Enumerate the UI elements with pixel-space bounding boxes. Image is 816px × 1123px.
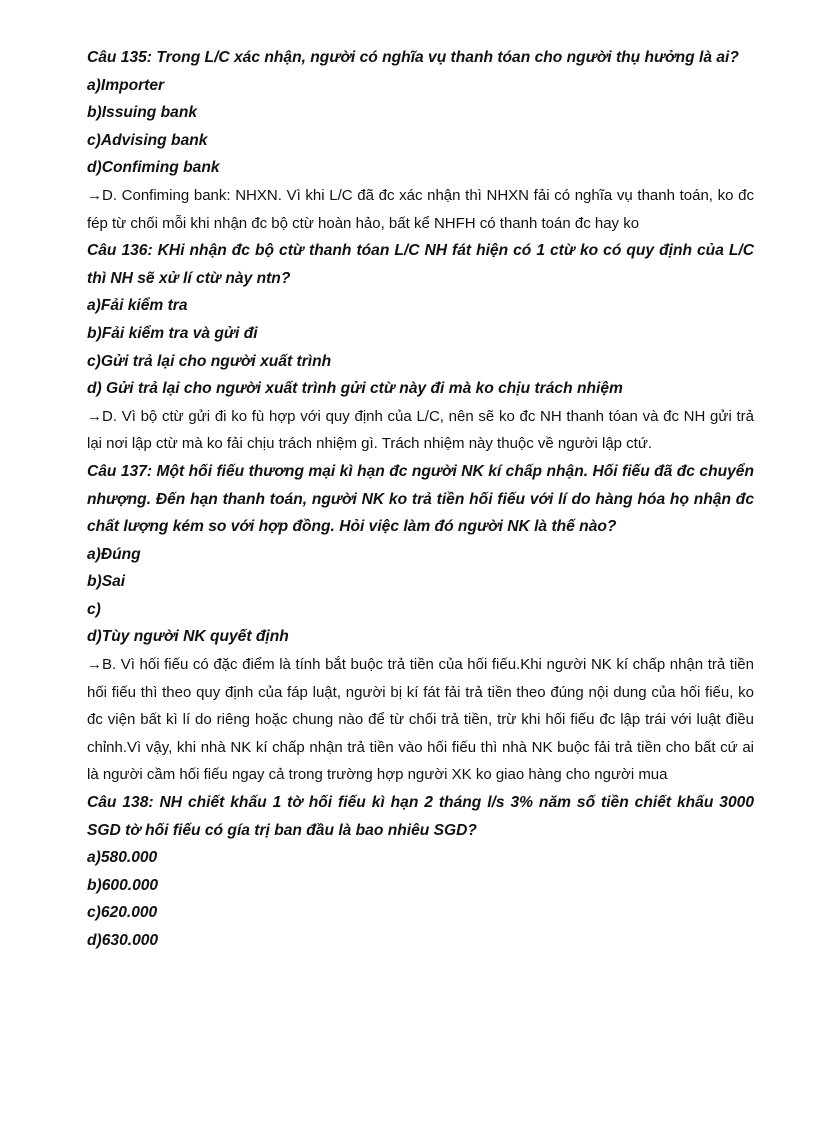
option-b: b)Issuing bank: [87, 104, 198, 122]
option-b: b)Sai: [87, 573, 126, 591]
option-a: a)Importer: [87, 76, 165, 94]
option-d: d)Tùy người NK quyết định: [87, 628, 289, 646]
option-d: d)630.000: [87, 932, 159, 949]
question-136: [87, 237, 754, 458]
option-c: c)Gửi trả lại cho người xuất trình: [87, 352, 332, 370]
document-page: [87, 44, 754, 955]
option-b: b)600.000: [87, 876, 159, 894]
answer-explanation: [87, 651, 754, 789]
question-title: Câu 138: NH chiết khấu 1 tờ hối fiếu kì hạn 2 tháng l/s 3% năm số tiền chiết khấu 3000 SGD tờ hối fiếu có gía trị ban đầu là bao nhiêu SGD?: [87, 794, 754, 839]
question-138: [87, 789, 754, 955]
arrow-icon: →: [87, 656, 102, 674]
question-137: [87, 458, 754, 789]
option-c: c): [87, 600, 101, 618]
answer-text: D. Confiming bank: NHXN. Vì khi L/C đã đc xác nhận thì NHXN fải có nghĩa vụ thanh toán, ko đc fép từ chối mỗi khi nhận đc bộ ctừ hoàn hảo, bất kể NHFH có thanh toán đc hay ko: [87, 186, 754, 232]
option-d: d)Confiming bank: [87, 159, 220, 177]
option-a: a)Đúng: [87, 545, 141, 563]
answer-explanation: [87, 182, 754, 237]
arrow-icon: →: [87, 407, 102, 425]
answer-text: B. Vì hối fiếu có đặc điểm là tính bắt buộc trả tiền của hối fiếu.Khi người NK kí chấp nhận trả tiền hối fiếu thì theo quy định của fáp luật, người bị kí fát fải trả tiền theo đúng nội dung của hối fiếu, ko đc viện bất kì lí do riêng hoặc chung nào để từ chối trả tiền, trừ khi hối fiếu đc lập trái với luật điều chỉnh.Vì vậy, khi nhà NK kí chấp nhận trả tiền vào hối fiếu thì nhà NK buộc fải trả tiền cho bất cứ ai là người cầm hối fiếu ngay cả trong trường hợp người XK ko giao hàng cho người mua: [87, 656, 754, 784]
option-a: a)580.000: [87, 849, 158, 867]
option-c: c)Advising bank: [87, 131, 208, 149]
option-d: d) Gửi trả lại cho người xuất trình gửi ctừ này đi mà ko chịu trách nhiệm: [87, 380, 623, 398]
option-c: c)620.000: [87, 904, 158, 922]
option-b: b)Fải kiểm tra và gửi đi: [87, 324, 258, 342]
question-title: Câu 136: KHi nhận đc bộ ctừ thanh tóan L/C NH fát hiện có 1 ctừ ko có quy định của L/C thì NH sẽ xử lí ctừ này ntn?: [87, 242, 754, 287]
option-a: a)Fải kiểm tra: [87, 297, 188, 315]
answer-text: D. Vì bộ ctừ gửi đi ko fù hợp với quy định của L/C, nên sẽ ko đc NH thanh tóan và đc NH gửi trả lại nơi lập ctừ mà ko fải chịu trách nhiệm gì. Trách nhiệm này thuộc về người lập ctứ.: [87, 407, 754, 453]
question-135: [87, 44, 754, 237]
question-title: Câu 135: Trong L/C xác nhận, người có nghĩa vụ thanh tóan cho người thụ hưởng là ai?: [87, 49, 739, 66]
question-title: Câu 137: Một hối fiếu thương mại kì hạn đc người NK kí chấp nhận. Hối fiếu đã đc chuyển nhượng. Đến hạn thanh toán, người NK ko trả tiền hối fiếu với lí do hàng hóa họ nhận đc chất lượng kém so với hợp đồng. Hỏi việc làm đó người NK là thế nào?: [87, 462, 754, 536]
arrow-icon: →: [87, 186, 102, 204]
answer-explanation: [87, 403, 754, 458]
